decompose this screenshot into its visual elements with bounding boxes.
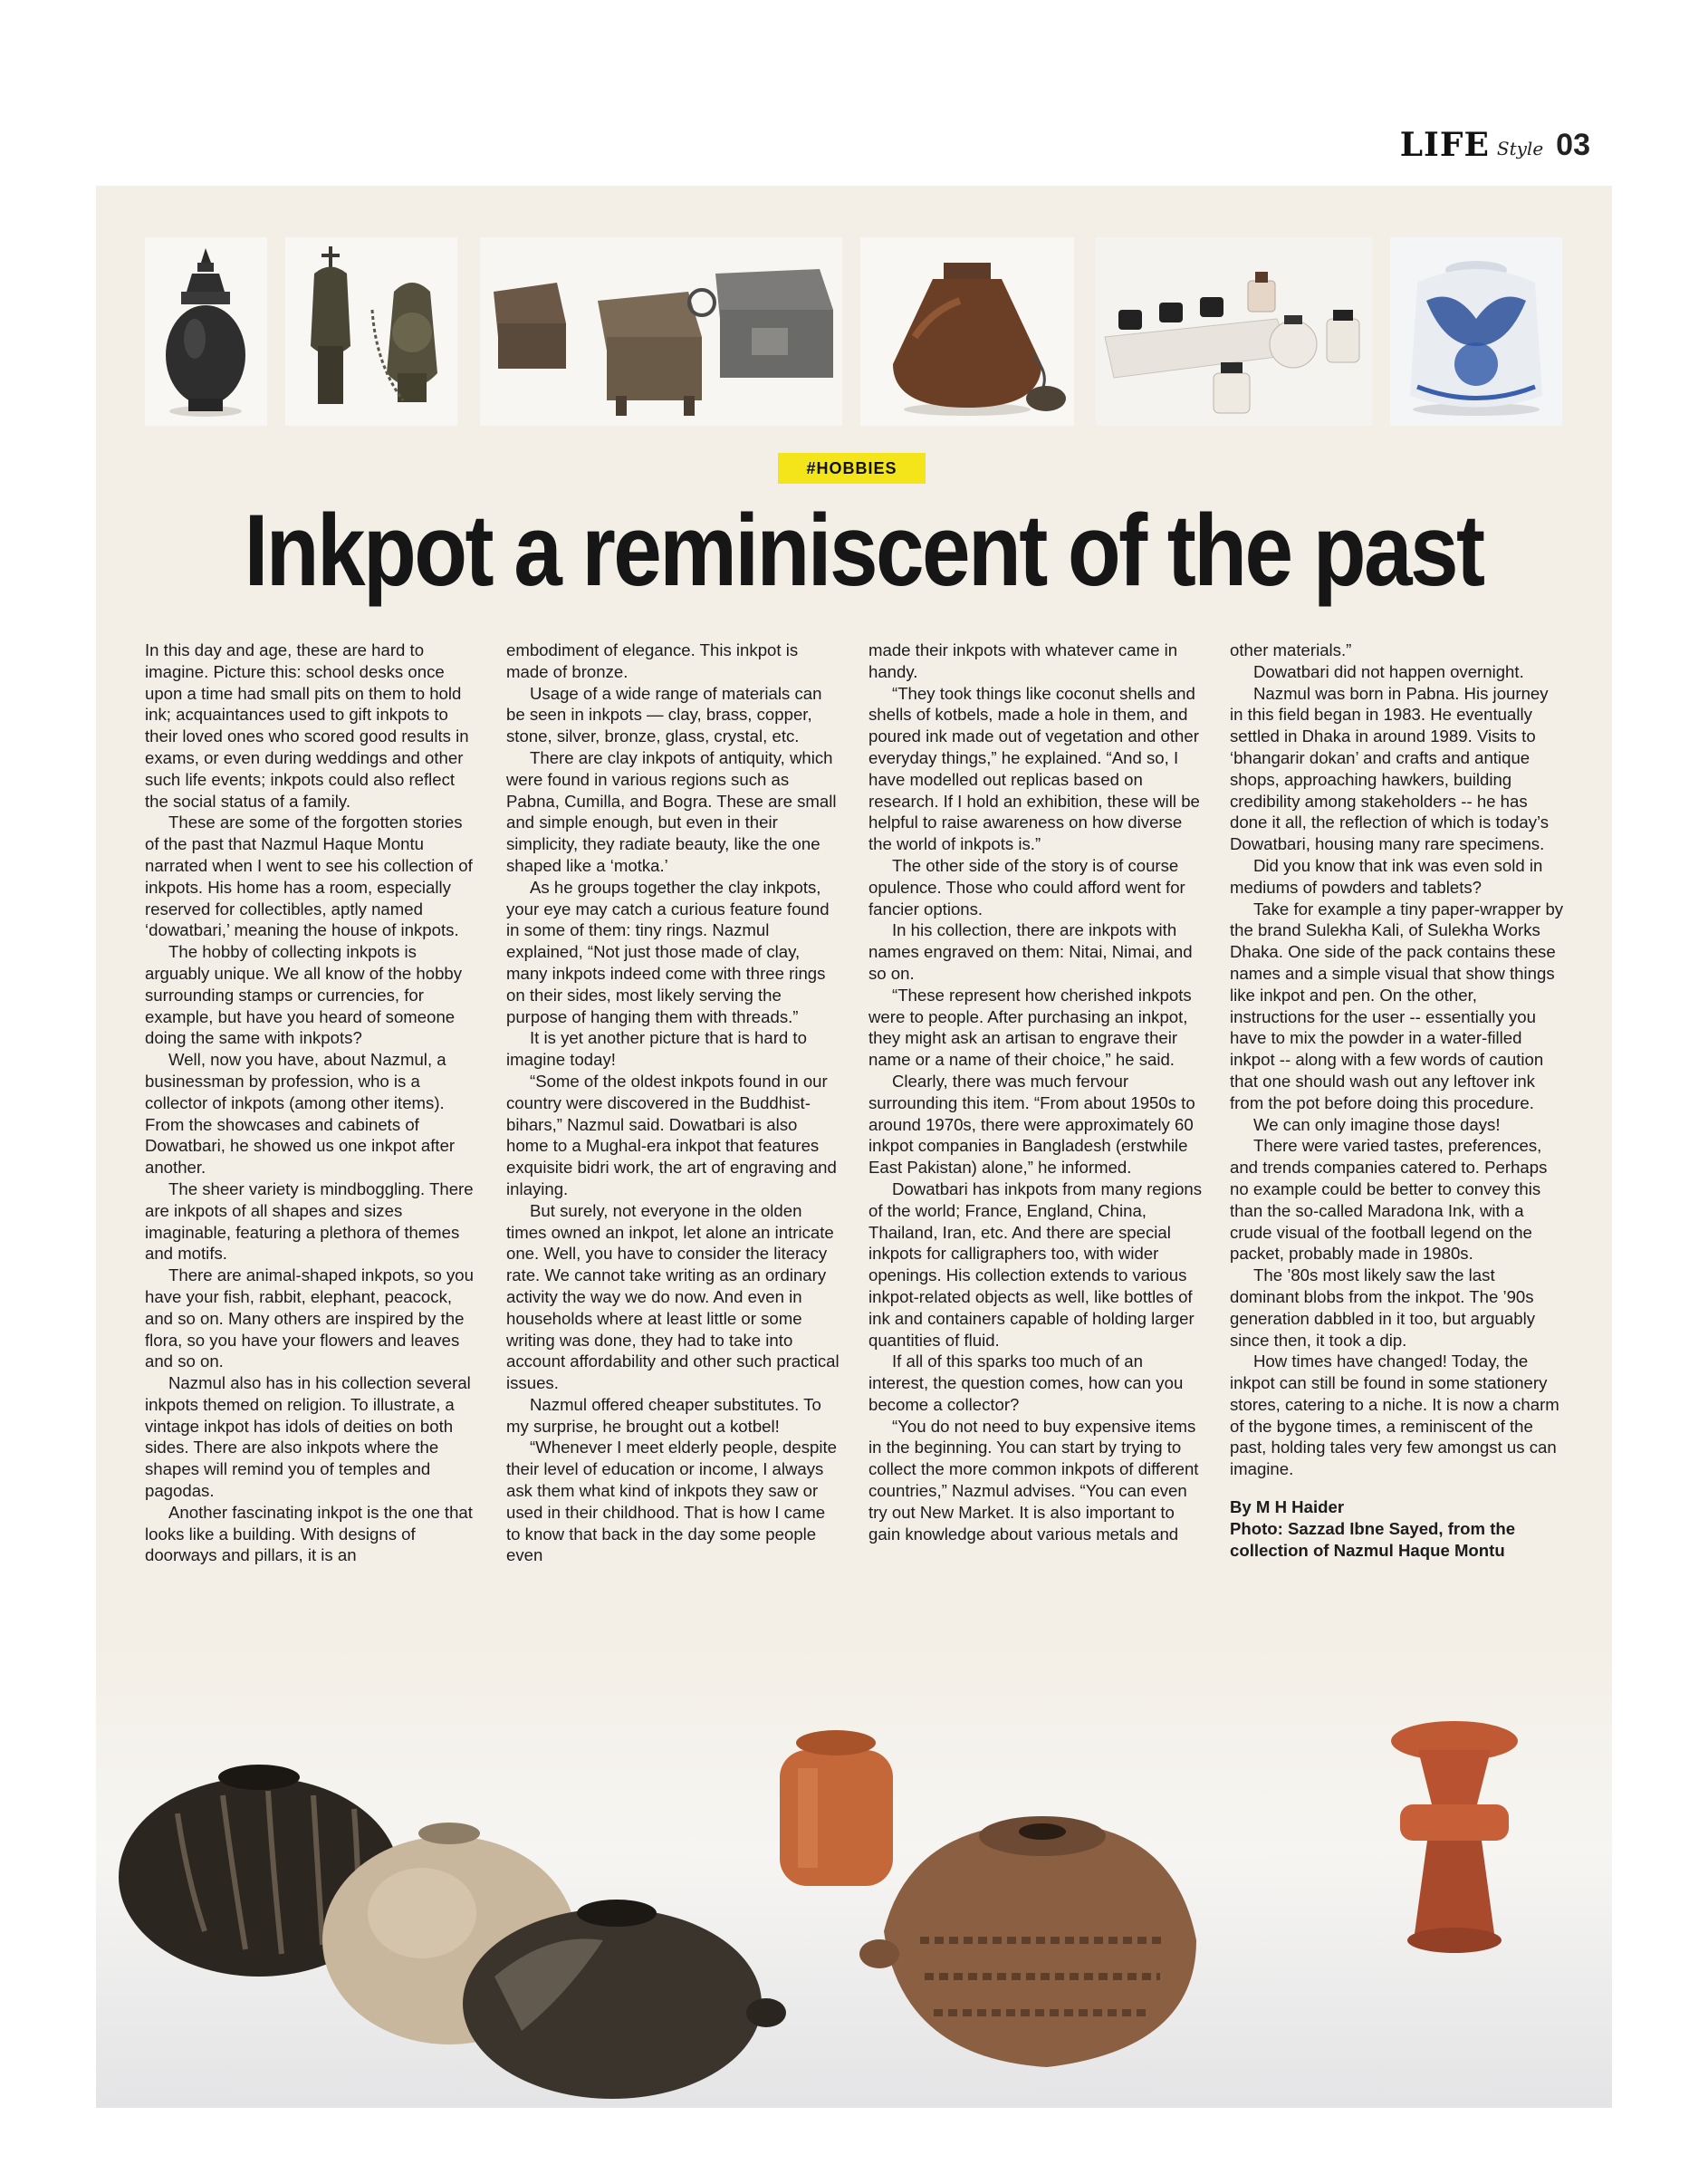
column-1 [145,640,480,1566]
paragraph: “They took things like coconut shells and shells of kotbels, made a hole in them, and poured ink made out of vegetation and other everyday things,” he explained. “And so, I have modelled out replicas based on research. If I hold an exhibition, these will be helpful to raise awareness on how diverse the world of inkpots is.” [868,683,1200,854]
paragraph: Well, now you have, about Nazmul, a businessman by profession, who is a collector of inkpots (among other items). From the showcases and cabinets of Dowatbari, he showed us one inkpot after another. [145,1050,456,1178]
article-body [145,640,1563,1636]
paragraph: Dowatbari did not happen overnight. [1253,661,1524,681]
paragraph: These are some of the forgotten stories of the past that Nazmul Haque Montu narrated when I went to see his collection of inkpots. His home has a room, especially reserved for collectibles, aptly named ‘dowatbari,’ meaning the house of inkpots. [145,813,473,940]
paragraph: Nazmul also has in his collection several inkpots themed on religion. To illustrate, a vintage inkpot has idols of deities on both sides. There are also inkpots where the shapes will remind you of temples and pagodas. [145,1373,471,1501]
paragraph: It is yet another picture that is hard to imagine today! [506,1028,807,1070]
paragraph: In his collection, there are inkpots with names engraved on them: Nitai, Nimai, and so on. [868,920,1193,983]
paragraph: Did you know that ink was even sold in mediums of powders and tablets? [1230,855,1543,897]
masthead [1400,125,1590,165]
paragraph: The other side of the story is of course opulence. Those who could afford went for fancier options. [868,855,1185,919]
photo-bronze-figure-inkpots [285,237,457,426]
paragraph: But surely, not everyone in the olden times owned an inkpot, let alone an intricate one. Well, you have to consider the literacy rate. We cannot take writing as an ordinary activity the way we do now. And even in households where at least little or some writing was done, they had to take into account affordability and other such practical issues. [506,1200,840,1393]
photo-credit: Photo: Sazzad Ibne Sayed, from the collection of Nazmul Haque Montu [1230,1518,1516,1560]
orange-clay-jar [780,1730,893,1886]
paragraph: Another fascinating inkpot is the one that looks like a building. With designs of doorways and pillars, it is an [145,1502,473,1565]
masthead-brand: LIFE [1399,126,1490,164]
photo-box-inkpots [480,237,842,426]
paragraph: We can only imagine those days! [1253,1114,1501,1134]
column-4 [1230,640,1565,1561]
paragraph: “These represent how cherished inkpots were to people. After purchasing an inkpot, they might ask an artisan to engrave their name or a name of their choice,” he said. [868,985,1192,1070]
photo-stupa-inkpot [145,237,267,426]
paragraph: The ’80s most likely saw the last dominant blobs from the inkpot. The ’90s generation dabbled in it too, but arguably since then, it took a dip. [1230,1265,1536,1350]
headline: Inkpot a reminiscent of the past [244,494,1483,607]
paragraph: Nazmul offered cheaper substitutes. To my surprise, he brought out a kotbel! [506,1394,821,1436]
photo-porcelain-inkpot [1390,237,1562,426]
paragraph: “You do not need to buy expensive items in the beginning. You can start by trying to collect the more common inkpots of different countries,” Nazmul advises. “You can even try out New Market. It is also important to gain knowledge about various metals and [868,1416,1199,1544]
paragraph: Usage of a wide range of materials can be seen in inkpots — clay, brass, copper, stone, silver, bronze, glass, crystal, etc. [506,683,822,746]
paragraph: How times have changed! Today, the inkpot can still be found in some stationery stores, catering to a niche. It is now a charm of the bygone times, a reminiscent of the past, holding tales very few amongst us can imagine. [1230,1352,1559,1479]
paragraph: made their inkpots with whatever came in handy. [868,640,1178,681]
photo-glass-inkwells [1096,237,1372,426]
clay-inkpots-photo [96,1641,1612,2108]
paragraph: Clearly, there was much fervour surrounding this item. “From about 1950s to around 1970s, there were approximately 60 inkpot companies in Bangladesh (erstwhile East Pakistan) alone,” he informed. [868,1071,1195,1178]
paragraph: embodiment of elegance. This inkpot is made of bronze. [506,640,799,681]
paragraph: If all of this sparks too much of an interest, the question comes, how can you become a collector? [868,1352,1184,1414]
paragraph: There are clay inkpots of antiquity, which were found in various regions such as Pabna, Cumilla, and Bogra. These are small and simple enough, but even in their simplicity, they radiate beauty, like the one shaped like a ‘motka.’ [506,747,837,875]
paragraph: The sheer variety is mindboggling. There are inkpots of all shapes and sizes imaginable, featuring a plethora of themes and motifs. [145,1178,474,1264]
paragraph: other materials.” [1230,640,1352,659]
column-3 [868,640,1204,1544]
paragraph: In this day and age, these are hard to imagine. Picture this: school desks once upon a time had small pits on them to hold ink; acquaintances used to gift inkpots to their loved ones who scored good results in exams, or even during weddings and other such life events; inkpots could also reflect the social status of a family. [145,640,469,811]
paragraph: Nazmul was born in Pabna. His journey in this field began in 1983. He eventually settled in Dhaka in around 1989. Visits to ‘bhangarir dokan’ and crafts and antique shops, approaching hawkers, building credibility among stakeholders -- he has done it all, the reflection of which is today’s Dowatbari, housing many rare specimens. [1230,683,1550,854]
paragraph: There are animal-shaped inkpots, so you have your fish, rabbit, elephant, peacock, and so on. Many others are inspired by the flora, so you have your flowers and leaves and so on. [145,1265,474,1371]
paragraph: As he groups together the clay inkpots, your eye may catch a curious feature found in some of them: tiny rings. Nazmul explained, “Not just those made of clay, many inkpots indeed come with three rings on their sides, most likely serving the purpose of hanging them with threads.” [506,877,830,1026]
page-number: 03 [1556,127,1590,162]
paragraph: “Some of the oldest inkpots found in our country were discovered in the Buddhist-bihars,” Nazmul said. Dowatbari is also home to a Mughal-era inkpot that features exquisite bidri work, the art of engraving and inlaying. [506,1071,837,1198]
paragraph: There were varied tastes, preferences, and trends companies catered to. Perhaps no example could be better to convey this than the so-called Maradona Ink, with a crude visual of the football legend on the packet, probably made in 1980s. [1230,1136,1548,1264]
byline [1230,1496,1565,1561]
paragraph: The hobby of collecting inkpots is arguably unique. We all know of the hobby surrounding stamps or currencies, for example, but have you heard of someone doing the same with inkpots? [145,942,463,1048]
section-tag: #HOBBIES [778,453,926,484]
masthead-brand-script: Style [1496,138,1544,159]
column-2 [506,640,841,1566]
paragraph: Dowatbari has inkpots from many regions of the world; France, England, China, Thailand, Iran, etc. And there are special inkpots for calligraphers too, with wider openings. His collection extends to various inkpot-related objects as well, like bottles of ink and containers capable of holding larger quantities of fluid. [868,1178,1203,1350]
paragraph: Take for example a tiny paper-wrapper by the brand Sulekha Kali, of Sulekha Works Dhaka. One side of the pack contains these names and a simple visual that show things like inkpot and pen. On the other, instructions for the user -- essentially you have to mix the powder in a water-filled inkpot -- along with a few words of caution that one should wash out any leftover ink from the pot before doing this procedure. [1230,899,1564,1112]
photo-copper-kettle-inkpot [860,237,1074,426]
paragraph: “Whenever I meet elderly people, despite their level of education or income, I always ask them what kind of inkpots they saw or used in their childhood. That is how I came to know that back in the day some people even [506,1438,837,1565]
author: By M H Haider [1230,1497,1345,1517]
